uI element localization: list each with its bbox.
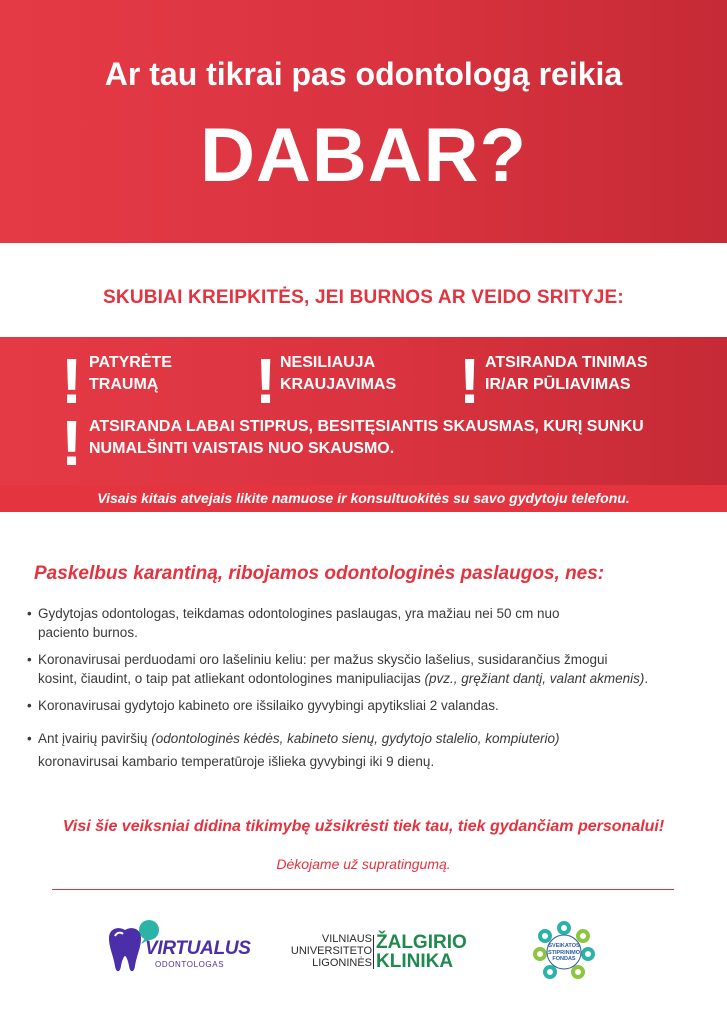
bullet-icon: • bbox=[27, 652, 32, 667]
conclusion-text: Visi šie veiksniai didina tikimybę užsikrėsti tiek tau, tiek gydančiam personalui! bbox=[62, 818, 665, 835]
bullet-icon: • bbox=[27, 698, 32, 713]
hero-banner bbox=[0, 0, 727, 243]
health-fund-logo bbox=[532, 920, 596, 984]
virtualus-name: VIRTUALUS bbox=[145, 938, 251, 959]
list-item: • Koronavirusai perduodami oro lašeliniu keliu: per mažus skysčio lašelius, susidarančius žmogui kosint, čiaudint, o taip pat atliekant odontologines manipuliacijas (pvz., gręžiant dantį, valant akmenis). bbox=[27, 652, 649, 686]
symptom-bleeding: NESILIAUJA KRAUJAVIMAS bbox=[280, 354, 397, 393]
symptom-pain: ATSIRANDA LABAI STIPRUS, BESITĘSIANTIS SKAUSMAS, KURĮ SUNKU NUMALŠINTI VAISTAIS NUO SKAUSMO. bbox=[89, 418, 644, 457]
virtualus-sub: ODONTOLOGAS bbox=[155, 960, 225, 969]
bullet-icon: • bbox=[27, 606, 32, 621]
section-heading: Paskelbus karantiną, ribojamos odontologinės paslaugos, nes: bbox=[34, 563, 605, 584]
thanks-text: Dėkojame už supratingumą. bbox=[276, 856, 451, 872]
hero-title: DABAR? bbox=[200, 113, 527, 198]
exclamation-icon: ! bbox=[459, 345, 481, 417]
list-item: • Koronavirusai gydytojo kabineto ore išsilaiko gyvybingi apytiksliai 2 valandas. bbox=[27, 698, 499, 713]
symptom-trauma: PATYRĖTE TRAUMĄ bbox=[89, 354, 172, 393]
exclamation-icon: ! bbox=[255, 345, 277, 417]
list-item: • Ant įvairių paviršių (odontologinės kėdės, kabineto sienų, gydytojo stalelio, kompiuterio) koronavirusai kambario temperatūroje išlieka gyvybingi iki 9 dienų. bbox=[27, 731, 560, 769]
symptom-swelling: ATSIRANDA TINIMAS IR/AR PŪLIAVIMAS bbox=[485, 354, 648, 393]
urgent-heading: SKUBIAI KREIPKITĖS, JEI BURNOS AR VEIDO SRITYJE: bbox=[103, 287, 624, 308]
logo-divider bbox=[373, 935, 374, 969]
stay-home-notice: Visais kitais atvejais likite namuose ir konsultuokitės su savo gydytoju telefonu. bbox=[0, 485, 727, 512]
zalgirio-klinika-logo: ŽALGIRIO KLINIKA bbox=[376, 932, 467, 972]
virtualus-odontologas-logo bbox=[105, 918, 251, 976]
symptoms-panel bbox=[0, 337, 727, 485]
health-fund-text: SVEIKATOS STIPRINIMO FONDAS bbox=[547, 943, 581, 962]
exclamation-icon: ! bbox=[61, 345, 83, 417]
vilnius-hospital-logo: VILNIAUS UNIVERSITETO LIGONINĖS bbox=[290, 933, 372, 969]
list-item: • Gydytojas odontologas, teikdamas odontologines paslaugas, yra mažiau nei 50 cm nuo paciento burnos. bbox=[27, 606, 560, 640]
divider bbox=[52, 889, 674, 890]
exclamation-icon: ! bbox=[61, 407, 83, 479]
bullet-icon: • bbox=[27, 731, 32, 746]
hero-subtitle: Ar tau tikrai pas odontologą reikia bbox=[104, 56, 623, 92]
